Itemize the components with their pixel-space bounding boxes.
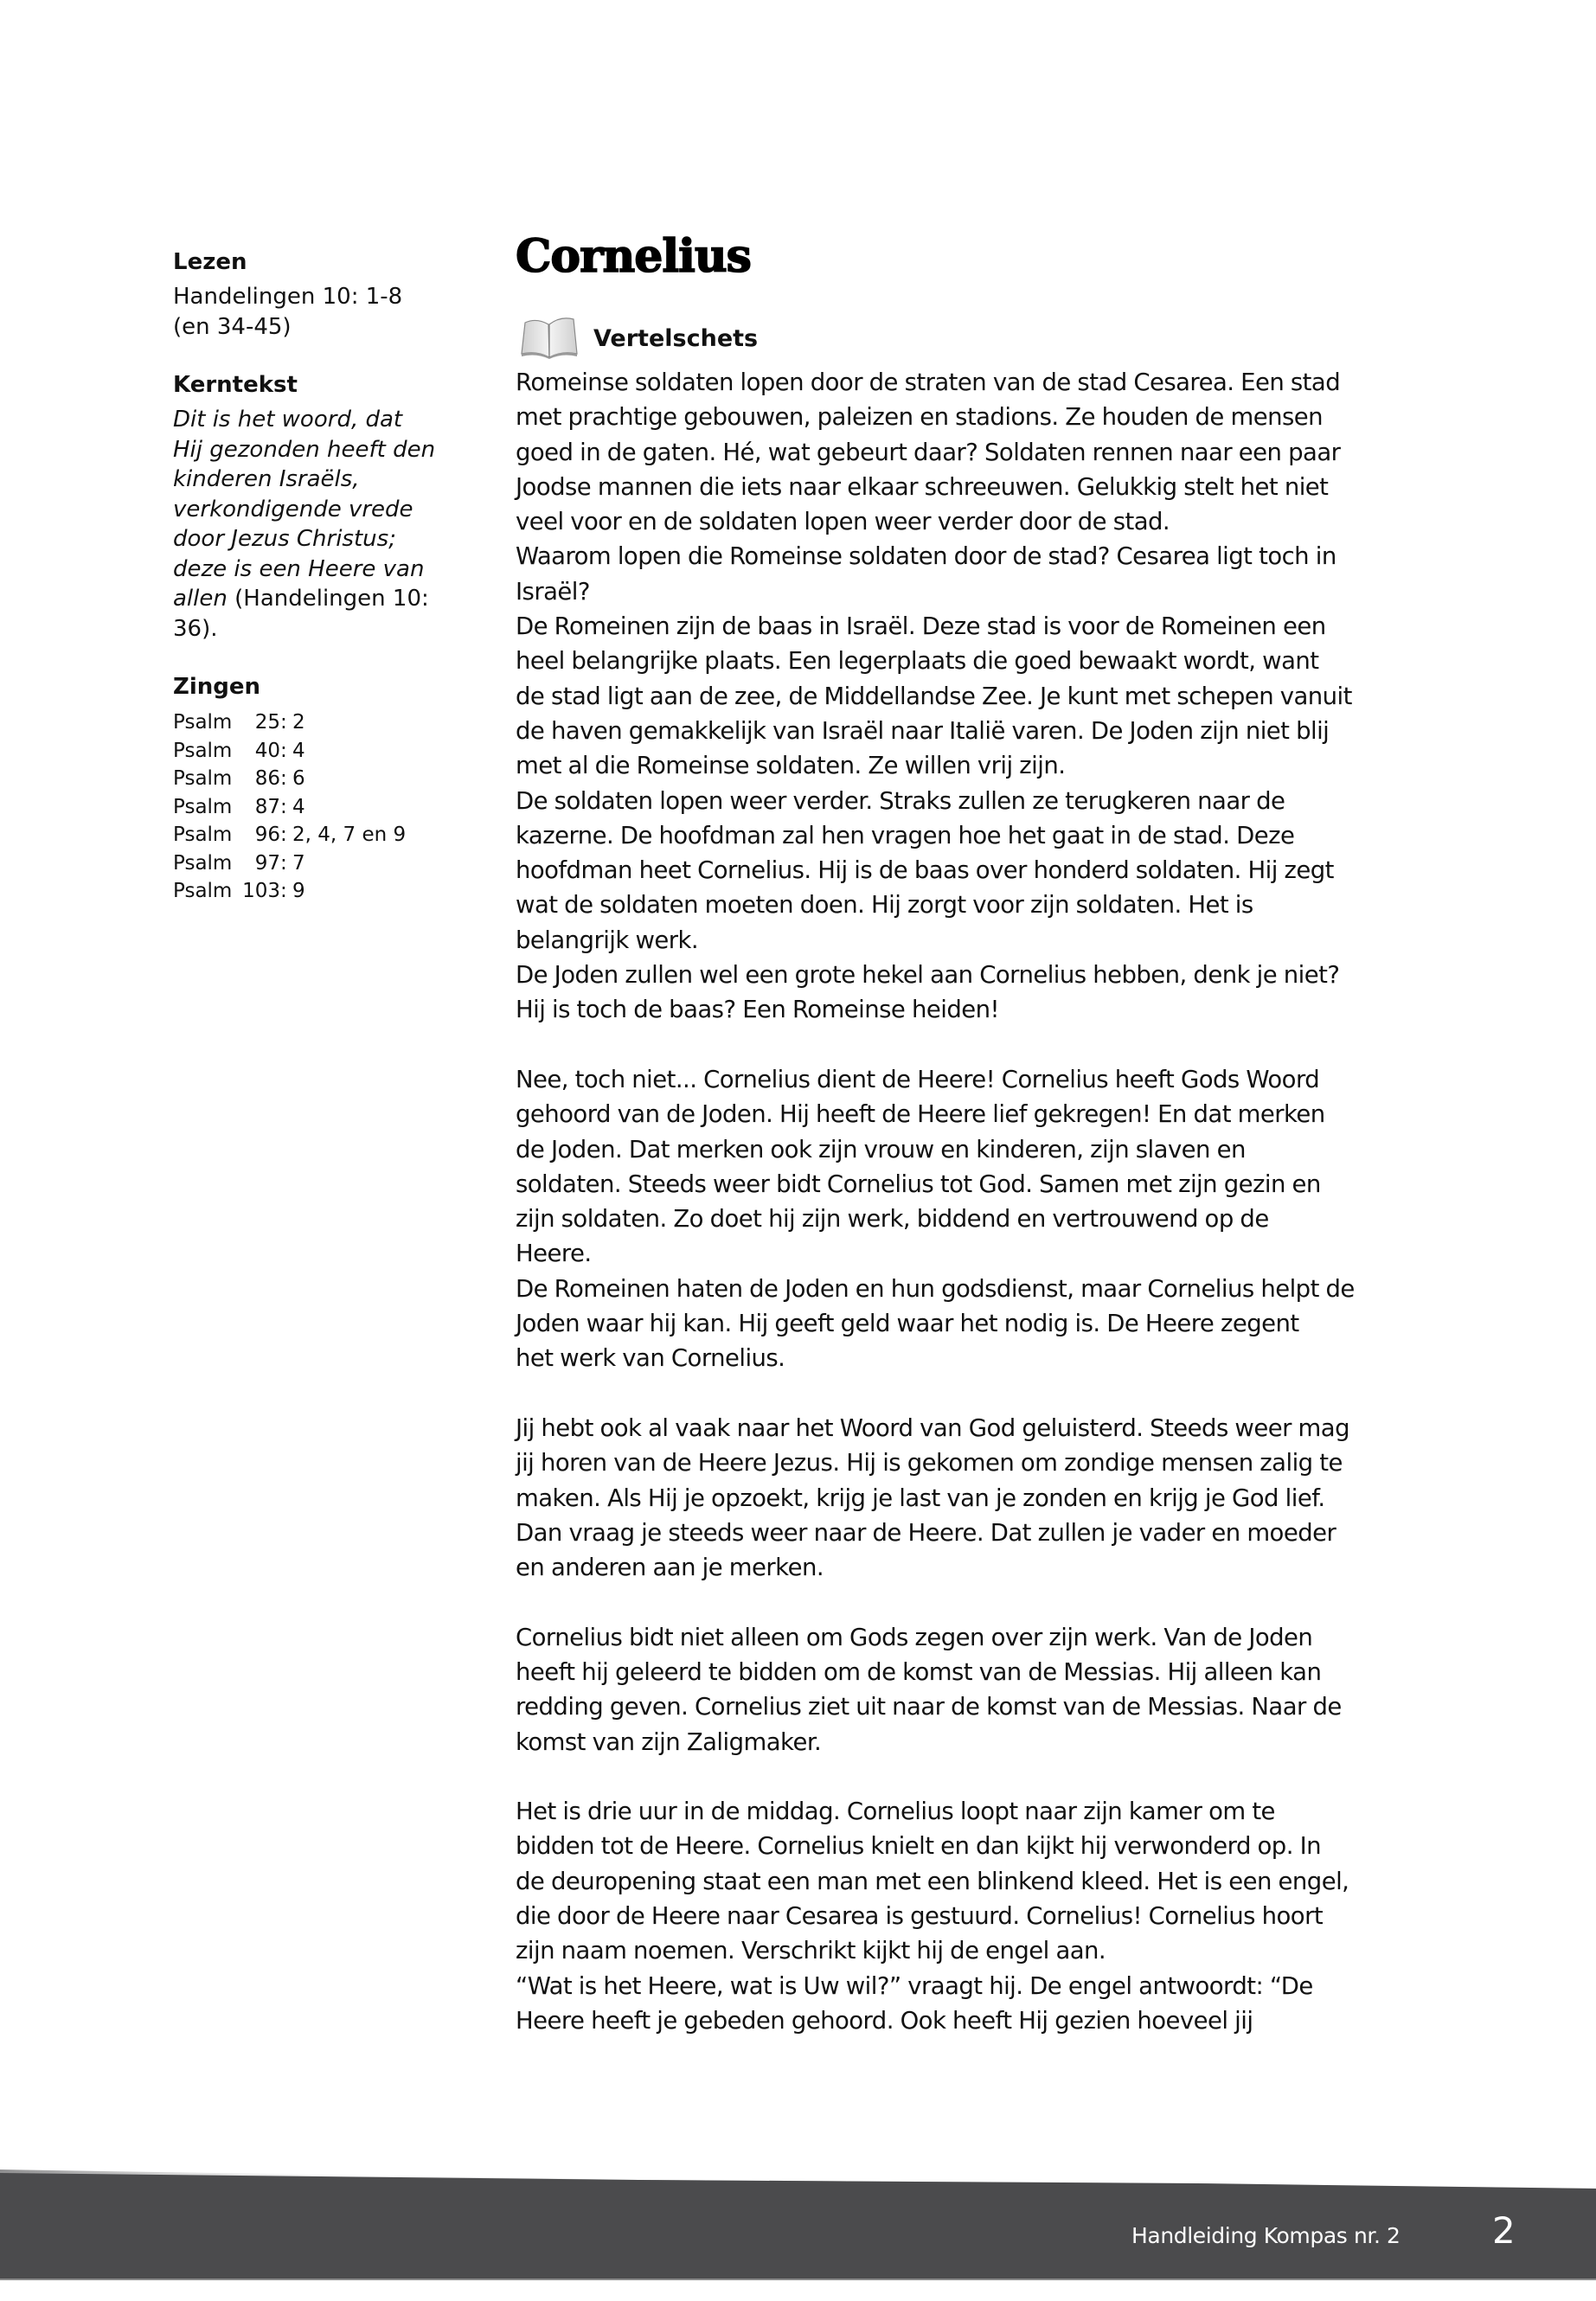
kerntekst-italic: kinderen Israëls, bbox=[173, 466, 360, 492]
lezen-section bbox=[173, 247, 467, 342]
story-line: komst van zijn Zaligmaker. bbox=[516, 1727, 822, 1756]
kerntekst-line bbox=[173, 465, 467, 495]
story-line: Het is drie uur in de middag. Cornelius loopt naar zijn kamer om te bbox=[516, 1798, 1275, 1826]
kerntekst-line bbox=[173, 524, 467, 554]
story-line: Heere heeft je gebeden gehoord. Ook heeft Hij gezien hoeveel jij bbox=[516, 2006, 1253, 2035]
story-line bbox=[516, 1759, 1433, 1794]
kerntekst-heading: Kerntekst bbox=[173, 372, 298, 398]
story-line: Hij is toch de baas? Een Romeinse heiden! bbox=[516, 996, 999, 1024]
open-book-icon bbox=[519, 314, 580, 359]
psalm-verses: 7 bbox=[292, 851, 305, 875]
kerntekst-line bbox=[173, 584, 467, 614]
story-line: redding geven. Cornelius ziet uit naar de komst van de Messias. Naar de bbox=[516, 1693, 1342, 1721]
psalm-number: 25 bbox=[254, 711, 280, 734]
story-line: Joden waar hij kan. Hij geeft geld waar het nodig is. De Heere zegent bbox=[516, 1310, 1299, 1338]
kerntekst-line bbox=[173, 435, 467, 465]
story-line: Israël? bbox=[516, 577, 590, 606]
kerntekst-quote bbox=[173, 405, 467, 644]
psalm-label: Psalm bbox=[173, 824, 233, 846]
story-line: maken. Als Hij je opzoekt, krijg je last van je zonden en krijg je God lief. bbox=[516, 1484, 1325, 1512]
kerntekst-line bbox=[173, 614, 467, 644]
kerntekst-line bbox=[173, 554, 467, 585]
story-line: Cornelius bidt niet alleen om Gods zegen over zijn werk. Van de Joden bbox=[516, 1623, 1313, 1651]
zingen-heading: Zingen bbox=[173, 674, 261, 700]
story-line: die door de Heere naar Cesarea is gestuurd. Cornelius! Cornelius hoort bbox=[516, 1902, 1324, 1931]
story-line: veel voor en de soldaten lopen weer verder door de stad. bbox=[516, 508, 1170, 536]
psalm-item: Psalm 103 : 9 bbox=[173, 877, 467, 906]
story-line: gehoord van de Joden. Hij heeft de Heere lief gekregen! En dat merken bbox=[516, 1100, 1325, 1129]
story-line: “Wat is het Heere, wat is Uw wil?” vraagt hij. De engel antwoordt: “De bbox=[516, 1971, 1313, 2000]
psalm-label: Psalm bbox=[173, 711, 233, 734]
psalm-number: 87 bbox=[254, 795, 280, 818]
kerntekst-section bbox=[173, 370, 467, 644]
psalm-label: Psalm bbox=[173, 851, 233, 875]
kerntekst-italic: verkondigende vrede bbox=[173, 496, 413, 522]
kerntekst-line bbox=[173, 495, 467, 525]
story-line: De Romeinen zijn de baas in Israël. Deze stad is voor de Romeinen een bbox=[516, 612, 1326, 641]
psalm-number: 97 bbox=[254, 851, 280, 875]
kerntekst-line bbox=[173, 405, 467, 435]
story-line: zijn naam noemen. Verschrikt kijkt hij de engel aan. bbox=[516, 1937, 1106, 1965]
story-line: Joodse mannen die iets naar elkaar schreeuwen. Gelukkig stelt het niet bbox=[516, 472, 1329, 501]
psalm-item: Psalm 86 : 6 bbox=[173, 765, 467, 793]
story-line: zijn soldaten. Zo doet hij zijn werk, biddend en vertrouwend op de bbox=[516, 1205, 1269, 1234]
psalm-item: Psalm 87 : 4 bbox=[173, 793, 467, 822]
kerntekst-italic: door Jezus Christus; bbox=[173, 526, 396, 552]
story-line: De Joden zullen wel een grote hekel aan Cornelius hebben, denk je niet? bbox=[516, 961, 1340, 990]
section-header bbox=[516, 313, 1433, 360]
story-line: De Romeinen haten de Joden en hun godsdienst, maar Cornelius helpt de bbox=[516, 1274, 1355, 1303]
page-title: Cornelius bbox=[516, 230, 751, 283]
story-line bbox=[516, 1376, 1433, 1411]
story-line: hoofdman heet Cornelius. Hij is de baas over honderd soldaten. Hij zegt bbox=[516, 856, 1334, 885]
page-footer bbox=[0, 2173, 1596, 2280]
story-line: kazerne. De hoofdman zal hen vragen hoe het gaat in de stad. Deze bbox=[516, 821, 1295, 849]
psalm-label: Psalm bbox=[173, 880, 233, 902]
psalm-item: Psalm 40 : 4 bbox=[173, 737, 467, 766]
psalm-verses: 9 bbox=[292, 880, 305, 902]
psalm-verses: 2 bbox=[292, 711, 305, 734]
story-line: De soldaten lopen weer verder. Straks zullen ze terugkeren naar de bbox=[516, 786, 1285, 815]
kerntekst-italic: Hij gezonden heeft den bbox=[173, 436, 436, 463]
story-line: goed in de gaten. Hé, wat gebeurt daar? Soldaten rennen naar een paar bbox=[516, 438, 1341, 466]
lezen-line: (en 34-45) bbox=[173, 313, 292, 340]
zingen-section bbox=[173, 672, 467, 906]
psalm-number: 103 bbox=[242, 880, 280, 902]
story-line: heel belangrijke plaats. Een legerplaats die goed bewaakt wordt, want bbox=[516, 647, 1319, 676]
story-line bbox=[516, 1585, 1433, 1619]
story-text bbox=[516, 365, 1433, 2038]
story-line: Romeinse soldaten lopen door de straten van de stad Cesarea. Een stad bbox=[516, 369, 1341, 396]
story-line: jij horen van de Heere Jezus. Hij is gekomen om zondige mensen zalig te bbox=[516, 1449, 1343, 1477]
story-line: de haven gemakkelijk van Israël naar Italië varen. De Joden zijn niet blij bbox=[516, 716, 1330, 745]
story-line: de stad ligt aan de zee, de Middellandse Zee. Je kunt met schepen vanuit bbox=[516, 682, 1352, 710]
story-line: Waarom lopen die Romeinse soldaten door de stad? Cesarea ligt toch in bbox=[516, 542, 1336, 571]
story-line: Heere. bbox=[516, 1240, 592, 1268]
psalm-verses: 4 bbox=[292, 795, 305, 818]
psalm-number: 40 bbox=[254, 739, 280, 762]
story-line: wat de soldaten moeten doen. Hij zorgt voor zijn soldaten. Het is bbox=[516, 891, 1253, 920]
story-line: met prachtige gebouwen, paleizen en stadions. Ze houden de mensen bbox=[516, 403, 1323, 432]
kerntekst-italic: Dit is het woord, dat bbox=[173, 407, 403, 433]
story-line: met al die Romeinse soldaten. Ze willen vrij zijn. bbox=[516, 752, 1066, 780]
lezen-heading: Lezen bbox=[173, 249, 247, 275]
story-line: Dan vraag je steeds weer naar de Heere. Dat zullen je vader en moeder bbox=[516, 1518, 1336, 1547]
psalm-list bbox=[173, 708, 467, 906]
story-line: en anderen aan je merken. bbox=[516, 1554, 824, 1582]
footer-publication-title: Handleiding Kompas nr. 2 bbox=[1131, 2223, 1401, 2248]
kerntekst-italic: allen bbox=[173, 586, 228, 612]
main-content bbox=[516, 227, 1433, 2038]
psalm-label: Psalm bbox=[173, 767, 233, 790]
psalm-verses: 4 bbox=[292, 739, 305, 762]
story-line: belangrijk werk. bbox=[516, 926, 699, 954]
section-label: Vertelschets bbox=[593, 324, 759, 352]
psalm-verses: 6 bbox=[292, 767, 305, 790]
footer-divider bbox=[0, 2279, 1596, 2280]
story-line: soldaten. Steeds weer bidt Cornelius tot God. Samen met zijn gezin en bbox=[516, 1170, 1321, 1198]
kerntekst-normal: (Handelingen 10: bbox=[227, 586, 429, 612]
story-line bbox=[516, 1028, 1433, 1062]
page-number: 2 bbox=[1492, 2209, 1516, 2252]
kerntekst-italic: deze is een Heere van bbox=[173, 555, 425, 582]
story-line: de deuropening staat een man met een blinkend kleed. Het is een engel, bbox=[516, 1867, 1349, 1895]
sidebar bbox=[173, 247, 467, 906]
story-line: het werk van Cornelius. bbox=[516, 1344, 785, 1373]
story-line: Jij hebt ook al vaak naar het Woord van God geluisterd. Steeds weer mag bbox=[516, 1413, 1349, 1442]
psalm-label: Psalm bbox=[173, 795, 233, 818]
lezen-line: Handelingen 10: 1-8 bbox=[173, 284, 403, 310]
story-line: heeft hij geleerd te bidden om de komst van de Messias. Hij alleen kan bbox=[516, 1657, 1322, 1686]
psalm-number: 96 bbox=[254, 824, 280, 846]
story-line: bidden tot de Heere. Cornelius knielt en dan kijkt hij verwonderd op. In bbox=[516, 1832, 1322, 1861]
story-line: de Joden. Dat merken ook zijn vrouw en kinderen, zijn slaven en bbox=[516, 1135, 1246, 1163]
psalm-number: 86 bbox=[254, 767, 280, 790]
lezen-reference bbox=[173, 282, 467, 342]
psalm-item: Psalm 96 : 2, 4, 7 en 9 bbox=[173, 821, 467, 849]
story-line: Nee, toch niet... Cornelius dient de Heere! Cornelius heeft Gods Woord bbox=[516, 1065, 1320, 1093]
psalm-item: Psalm 25 : 2 bbox=[173, 708, 467, 737]
psalm-label: Psalm bbox=[173, 739, 233, 762]
kerntekst-normal: 36). bbox=[173, 615, 218, 642]
psalm-verses: 2, 4, 7 en 9 bbox=[292, 824, 407, 846]
psalm-item: Psalm 97 : 7 bbox=[173, 849, 467, 878]
